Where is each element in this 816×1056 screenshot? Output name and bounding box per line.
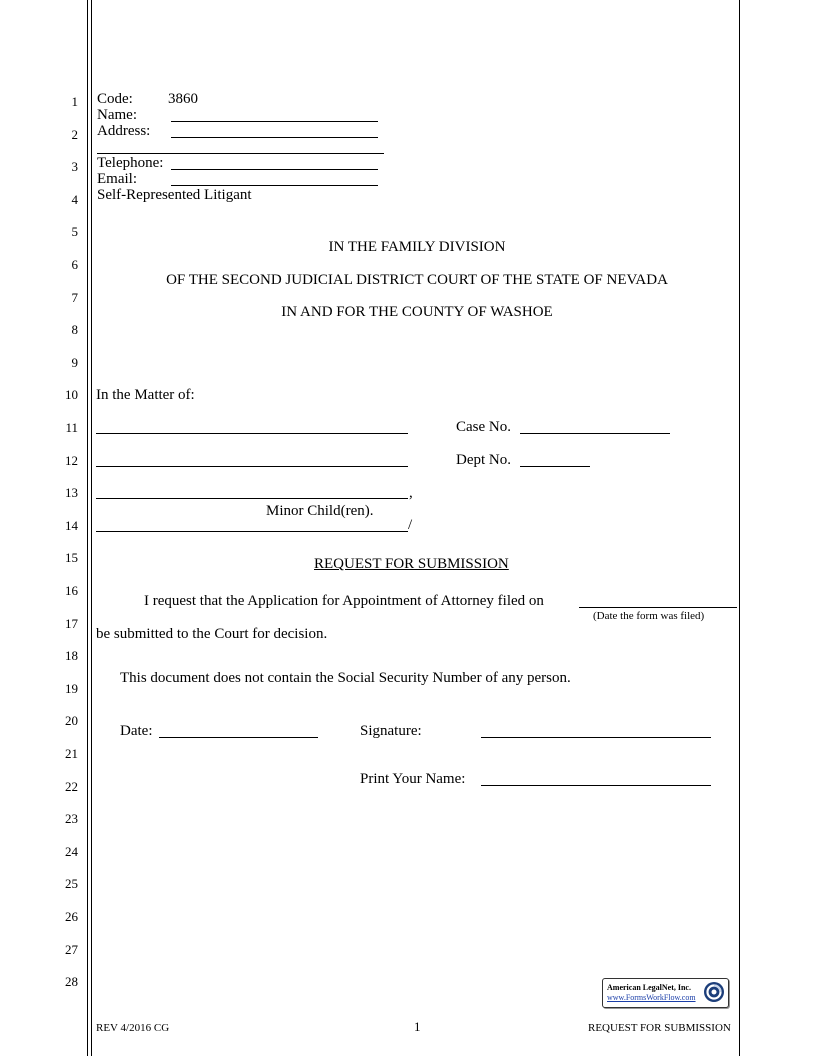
- date-field[interactable]: [159, 737, 318, 738]
- matter-of-label: In the Matter of:: [96, 387, 195, 403]
- email-field[interactable]: [171, 185, 378, 186]
- party-field-3[interactable]: [96, 498, 408, 499]
- address-label: Address:: [97, 123, 151, 139]
- line-number: 6: [71, 257, 78, 272]
- line-number: 14: [65, 517, 78, 533]
- name-label: Name:: [97, 107, 137, 123]
- globe-icon: [703, 981, 725, 1003]
- line-number: 4: [71, 191, 78, 207]
- line-number: 22: [65, 778, 78, 794]
- line-number: 21: [65, 746, 78, 761]
- line-number: 13: [65, 485, 78, 501]
- line-number: 12: [65, 452, 78, 468]
- line-number: 3: [71, 159, 78, 175]
- line-number: 24: [65, 843, 78, 859]
- court-heading-line3: IN AND FOR THE COUNTY OF WASHOE: [281, 304, 553, 320]
- line-number: 8: [71, 322, 78, 338]
- court-heading-line2: OF THE SECOND JUDICIAL DISTRICT COURT OF THE STATE OF NEVADA: [166, 272, 668, 288]
- case-no-field[interactable]: [520, 433, 670, 434]
- court-heading-line1: IN THE FAMILY DIVISION: [328, 239, 506, 255]
- line-number: 7: [71, 289, 78, 305]
- litigant-status: Self-Represented Litigant: [97, 187, 252, 203]
- dept-no-label: Dept No.: [456, 452, 511, 468]
- name-field[interactable]: [171, 121, 378, 122]
- logo-company-name: American LegalNet, Inc.: [607, 983, 691, 992]
- left-margin-rule-inner: [91, 0, 92, 1056]
- telephone-label: Telephone:: [97, 155, 164, 171]
- line-number: 19: [65, 680, 78, 696]
- ssn-statement: This document does not contain the Social Security Number of any person.: [120, 670, 571, 686]
- line-number: 16: [65, 583, 78, 598]
- address-field-2[interactable]: [97, 153, 384, 154]
- filed-date-hint: (Date the form was filed): [593, 610, 705, 622]
- print-name-field[interactable]: [481, 785, 711, 786]
- case-no-label: Case No.: [456, 419, 511, 435]
- line-number: 23: [65, 811, 78, 827]
- filed-date-field[interactable]: [579, 607, 737, 608]
- email-label: Email:: [97, 171, 137, 187]
- date-label: Date:: [120, 723, 153, 739]
- line-number: 26: [65, 909, 78, 924]
- caption-comma: ,: [409, 485, 413, 501]
- line-number: 5: [71, 224, 78, 240]
- line-number: 28: [65, 974, 78, 990]
- code-label: Code:: [97, 91, 133, 107]
- signature-field[interactable]: [481, 737, 711, 738]
- address-field-1[interactable]: [171, 137, 378, 138]
- left-margin-rule-outer: [87, 0, 88, 1056]
- footer-doc-title: REQUEST FOR SUBMISSION: [588, 1022, 731, 1034]
- right-margin-rule: [739, 0, 740, 1056]
- line-number: 2: [71, 126, 78, 142]
- line-number: 10: [65, 387, 78, 403]
- logo-url: www.FormsWorkFlow.com: [607, 993, 696, 1002]
- party-field-1[interactable]: [96, 433, 408, 434]
- telephone-field[interactable]: [171, 169, 378, 170]
- signature-label: Signature:: [360, 723, 422, 739]
- american-legalnet-logo: [602, 978, 729, 1008]
- request-text: I request that the Application for Appointment of Attorney filed on: [144, 593, 544, 609]
- dept-no-field[interactable]: [520, 466, 590, 467]
- line-number: 15: [65, 550, 78, 566]
- line-number: 1: [71, 94, 78, 109]
- line-number: 27: [65, 941, 78, 957]
- line-number: 9: [71, 354, 78, 370]
- minor-children-label: Minor Child(ren).: [266, 503, 374, 519]
- line-number: 11: [65, 420, 78, 435]
- request-text-continued: be submitted to the Court for decision.: [96, 626, 328, 642]
- line-number: 20: [65, 713, 78, 729]
- code-value: 3860: [168, 91, 198, 107]
- caption-slash: /: [408, 517, 413, 533]
- party-field-2[interactable]: [96, 466, 408, 467]
- party-field-4[interactable]: [96, 531, 408, 532]
- footer-revision: REV 4/2016 CG: [96, 1022, 170, 1034]
- line-number: 18: [65, 648, 78, 664]
- print-name-label: Print Your Name:: [360, 771, 466, 787]
- line-number: 17: [65, 615, 78, 631]
- footer-page-number: 1: [414, 1019, 421, 1034]
- line-number: 25: [65, 876, 78, 892]
- document-title: REQUEST FOR SUBMISSION: [314, 556, 509, 572]
